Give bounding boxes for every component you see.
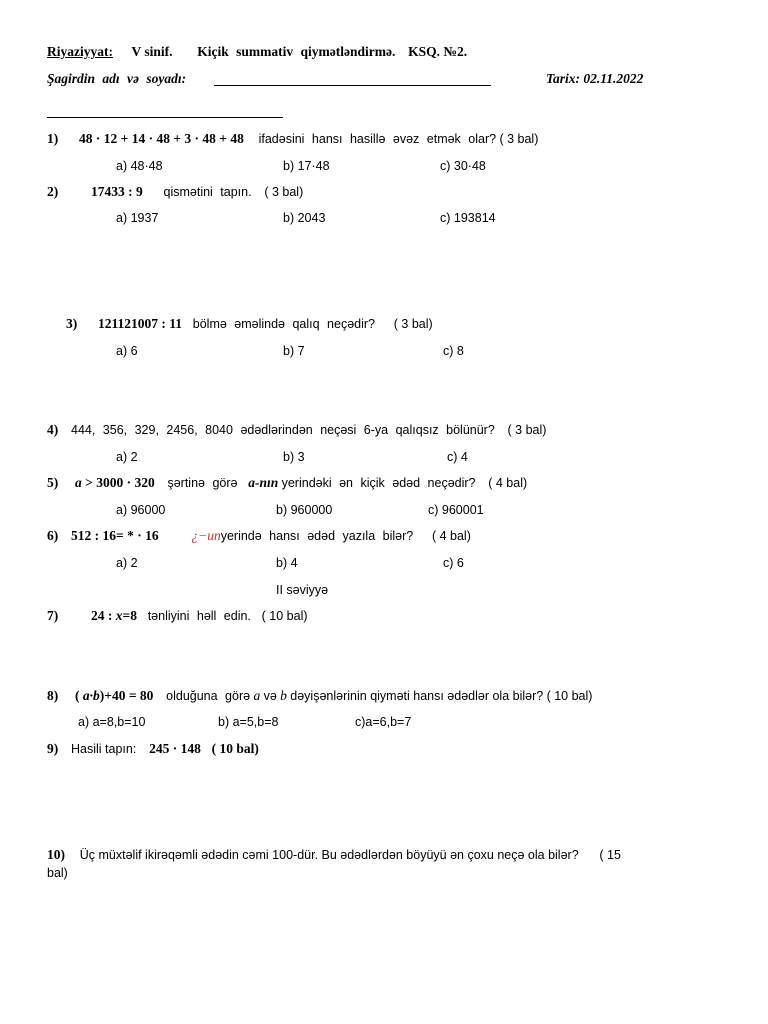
question-text: qismətini tapın.	[163, 185, 252, 199]
q1-option-b: b) 17·48	[283, 159, 330, 173]
question-number: 1)	[47, 131, 59, 146]
question-expression-b: =8	[122, 608, 137, 623]
question-text-a: olduğuna görə	[166, 689, 251, 703]
q8-option-c: c)a=6,b=7	[355, 715, 412, 729]
question-number: 6)	[47, 528, 59, 543]
q5-option-a: a) 96000	[116, 503, 166, 517]
question-expression-a: 24 :	[91, 608, 113, 623]
q2-option-b: b) 2043	[283, 211, 326, 225]
q8-option-a: a) a=8,b=10	[78, 715, 146, 729]
question-8	[47, 688, 592, 704]
question-text-a: şərtinə görə	[167, 476, 238, 490]
question-number: 2)	[47, 184, 59, 199]
question-text-b: yerindəki ən kiçik ədəd neçədir?	[281, 476, 476, 490]
question-10-points-b: bal)	[47, 866, 68, 880]
question-points: ( 4 bal)	[431, 529, 471, 543]
question-5	[47, 475, 527, 491]
question-points: ( 3 bal)	[499, 132, 539, 146]
q1-option-a: a) 48·48	[116, 159, 163, 173]
question-points: ( 4 bal)	[488, 476, 528, 490]
question-number: 8)	[47, 688, 59, 703]
q3-option-c: c) 8	[443, 344, 464, 358]
question-number: 5)	[47, 475, 59, 490]
question-text: Üç müxtəlif ikirəqəmli ədədin cəmi 100-dür. Bu ədədlərdən böyüyü ən çoxu neçə ola bilər?	[79, 848, 579, 862]
question-expression: 48 · 12 + 14 · 48 + 3 · 48 + 48	[79, 131, 244, 146]
question-number: 4)	[47, 422, 59, 437]
q6-option-a: a) 2	[116, 556, 138, 570]
question-10	[47, 847, 621, 863]
q5-option-c: c) 960001	[428, 503, 484, 517]
question-text: ifadəsini hansı hasillə əvəz etmək olar?	[258, 132, 497, 146]
question-number: 7)	[47, 608, 59, 623]
student-name-line	[214, 85, 491, 86]
question-expression: > 3000 · 320	[85, 475, 155, 490]
question-expression: 245 · 148	[149, 741, 201, 756]
test-number: KSQ. №2.	[408, 44, 468, 59]
question-text: tənliyini həll edin.	[147, 609, 251, 623]
q8-option-b: b) a=5,b=8	[218, 715, 279, 729]
question-points: ( 10 bal)	[261, 609, 308, 623]
q4-option-c: c) 4	[447, 450, 468, 464]
question-1	[47, 131, 538, 147]
q4-option-a: a) 2	[116, 450, 138, 464]
q2-option-c: c) 193814	[440, 211, 496, 225]
question-points: ( 10 bal)	[546, 689, 593, 703]
question-points: ( 3 bal)	[393, 317, 433, 331]
q4-option-b: b) 3	[283, 450, 305, 464]
q5-option-b: b) 960000	[276, 503, 333, 517]
q2-option-a: a) 1937	[116, 211, 159, 225]
date-label: Tarix: 02.11.2022	[546, 71, 644, 86]
question-expression-open: (	[75, 688, 80, 703]
question-expression: 512 : 16= * · 16	[71, 528, 159, 543]
question-variable: a	[75, 475, 82, 490]
question-text: bölmə əməlində qalıq neçədir?	[192, 317, 376, 331]
question-4	[47, 422, 546, 438]
question-text: Hasili tapın:	[71, 742, 137, 756]
question-expression: 17433 : 9	[91, 184, 143, 199]
question-expression: )+40 = 80	[99, 688, 154, 703]
header-line-1	[47, 44, 467, 60]
q1-option-c: c) 30·48	[440, 159, 486, 173]
question-3	[66, 316, 433, 332]
level-label: II səviyyə	[276, 583, 329, 597]
question-variable: a·b	[82, 688, 100, 703]
question-points-a: ( 15	[599, 848, 621, 862]
question-variable: x	[115, 608, 123, 623]
question-number: 10)	[47, 847, 65, 862]
question-points: ( 3 bal)	[264, 185, 304, 199]
q3-option-b: b) 7	[283, 344, 305, 358]
grade-label: V sinif.	[131, 44, 173, 59]
question-2	[47, 184, 303, 200]
placeholder-marker: ¿−un	[191, 528, 221, 543]
q6-option-c: c) 6	[443, 556, 464, 570]
question-variable-2: a-nın	[248, 475, 279, 490]
test-name: Kiçik summativ qiymətləndirmə.	[197, 44, 396, 59]
question-7	[47, 608, 308, 624]
subject-label: Riyaziyyat:	[47, 44, 113, 59]
question-var-b: b	[280, 688, 287, 703]
question-number: 9)	[47, 741, 59, 756]
student-name-line-2	[47, 117, 283, 118]
question-var-a: a	[253, 688, 261, 703]
q3-option-a: a) 6	[116, 344, 138, 358]
question-points: ( 10 bal)	[211, 741, 259, 756]
question-text-b: dəyişənlərinin qiyməti hansı ədədlər ola bilər?	[290, 689, 544, 703]
question-text-mid: və	[263, 689, 277, 703]
question-number: 3)	[66, 316, 78, 331]
question-points: ( 3 bal)	[507, 423, 547, 437]
question-text: yerində hansı ədəd yazıla bilər?	[220, 529, 414, 543]
q6-option-b: b) 4	[276, 556, 298, 570]
question-9	[47, 741, 259, 757]
question-expression: 121121007 : 11	[98, 316, 183, 331]
question-6	[47, 528, 471, 544]
question-text: 444, 356, 329, 2456, 8040 ədədlərindən neçəsi 6-ya qalıqsız bölünür?	[71, 423, 495, 437]
student-name-label: Şagirdin adı və soyadı:	[47, 71, 187, 86]
